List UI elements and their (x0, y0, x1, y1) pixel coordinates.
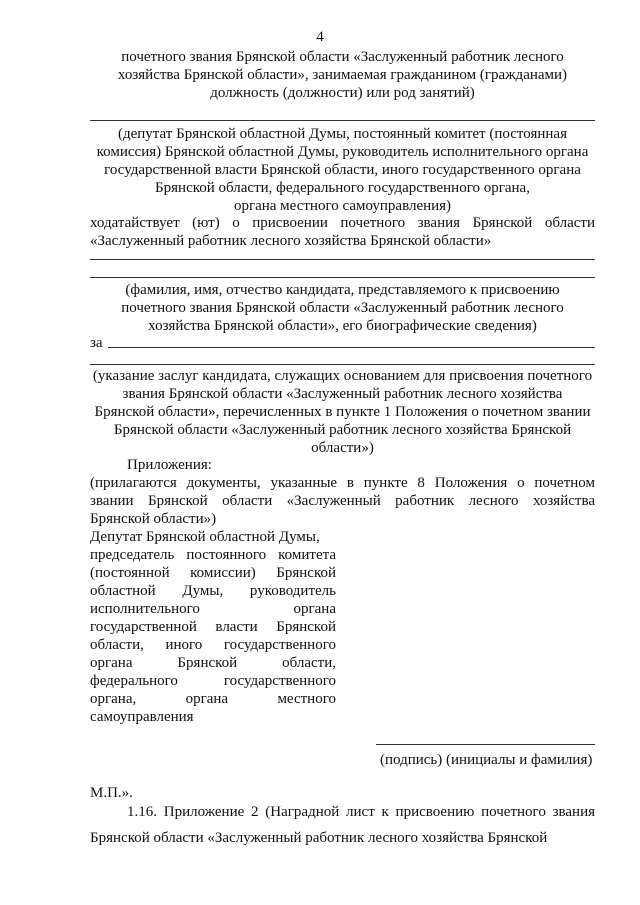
text-line: государственной власти Брянской области, иного государственного органа (104, 162, 581, 178)
candidate-blank-line-1 (90, 259, 595, 260)
text-line: Брянской области, федерального государственного органа, (155, 180, 530, 196)
candidate-blank-line-2 (90, 277, 595, 278)
signature-blank-line (376, 744, 595, 745)
text-line: звании Брянской области «Заслуженный работник лесного хозяйства (90, 493, 595, 509)
merits-blank-line-2 (90, 364, 595, 365)
text-line: Брянской области «Заслуженный работник лесного хозяйства Брянской (90, 830, 548, 846)
text-line: органа Брянской области, (90, 655, 336, 671)
text-line: почетного звания Брянской области «Заслуженный работник лесного (121, 49, 564, 65)
text-line: почетного звания Брянской области «Заслуженный работник лесного (121, 300, 564, 316)
text-line: (депутат Брянской областной Думы, постоянный комитет (постоянная (117, 126, 567, 142)
text-line: федерального государственного (90, 673, 336, 689)
text-line: области, иного государственного (90, 637, 336, 653)
text-line: Депутат Брянской областной Думы, (90, 529, 320, 545)
za-label: за (90, 335, 103, 351)
text-line: 1.16. Приложение 2 (Наградной лист к присвоению почетного звания (127, 804, 595, 820)
text-line: хозяйства Брянской области», его биографические сведения) (148, 318, 537, 334)
stamp-label: М.П.». (90, 785, 133, 801)
signatory-block (90, 528, 336, 726)
text-line: председатель постоянного комитета (90, 547, 336, 563)
text-line: областной Думы, руководитель (90, 583, 336, 599)
signature-caption: (подпись) (инициалы и фамилия) (380, 752, 593, 768)
text-line: Брянской области», перечисленных в пункте 1 Положения о почетном звании (94, 404, 591, 420)
text-line: области») (311, 440, 374, 456)
text-line: исполнительного органа (90, 601, 336, 617)
amendment-paragraph (90, 803, 595, 847)
petition-paragraph (90, 214, 595, 250)
text-line: Брянской области») (90, 511, 217, 527)
text-line: хозяйства Брянской области», занимаемая гражданином (гражданами) (117, 67, 568, 83)
text-line: (постоянной комиссии) Брянской (90, 565, 336, 581)
petitioner-blank-line (90, 120, 595, 121)
text-line: Брянской области «Заслуженный работник лесного хозяйства Брянской (113, 422, 572, 438)
petitioner-caption (90, 125, 595, 215)
merits-blank-line-1 (108, 347, 595, 348)
text-line: (указание заслуг кандидата, служащих основанием для присвоения почетного (92, 368, 593, 384)
text-line: комиссия) Брянской областной Думы, руководитель исполнительного органа (96, 144, 589, 160)
candidate-caption (90, 281, 595, 335)
text-line: «Заслуженный работник лесного хозяйства Брянской области» (90, 233, 492, 249)
page-number: 4 (316, 29, 324, 45)
text-line: органа местного самоуправления) (233, 198, 452, 214)
text-line: ходатайствует (ют) о присвоении почетного звания Брянской области (90, 215, 595, 231)
text-line: государственной власти Брянской (90, 619, 336, 635)
intro-paragraph (90, 48, 595, 102)
merits-caption (90, 367, 595, 457)
attachments-title: Приложения: (127, 457, 212, 473)
text-line: (фамилия, имя, отчество кандидата, представляемого к присвоению (125, 282, 560, 298)
text-line: должность (должности) или род занятий) (210, 85, 475, 101)
text-line: органа, органа местного (90, 691, 336, 707)
text-line: звания Брянской области «Заслуженный работник лесного хозяйства (122, 386, 563, 402)
attachments-paragraph (90, 474, 595, 528)
text-line: самоуправления (90, 709, 194, 725)
text-line: (прилагаются документы, указанные в пункте 8 Положения о почетном (90, 475, 595, 491)
